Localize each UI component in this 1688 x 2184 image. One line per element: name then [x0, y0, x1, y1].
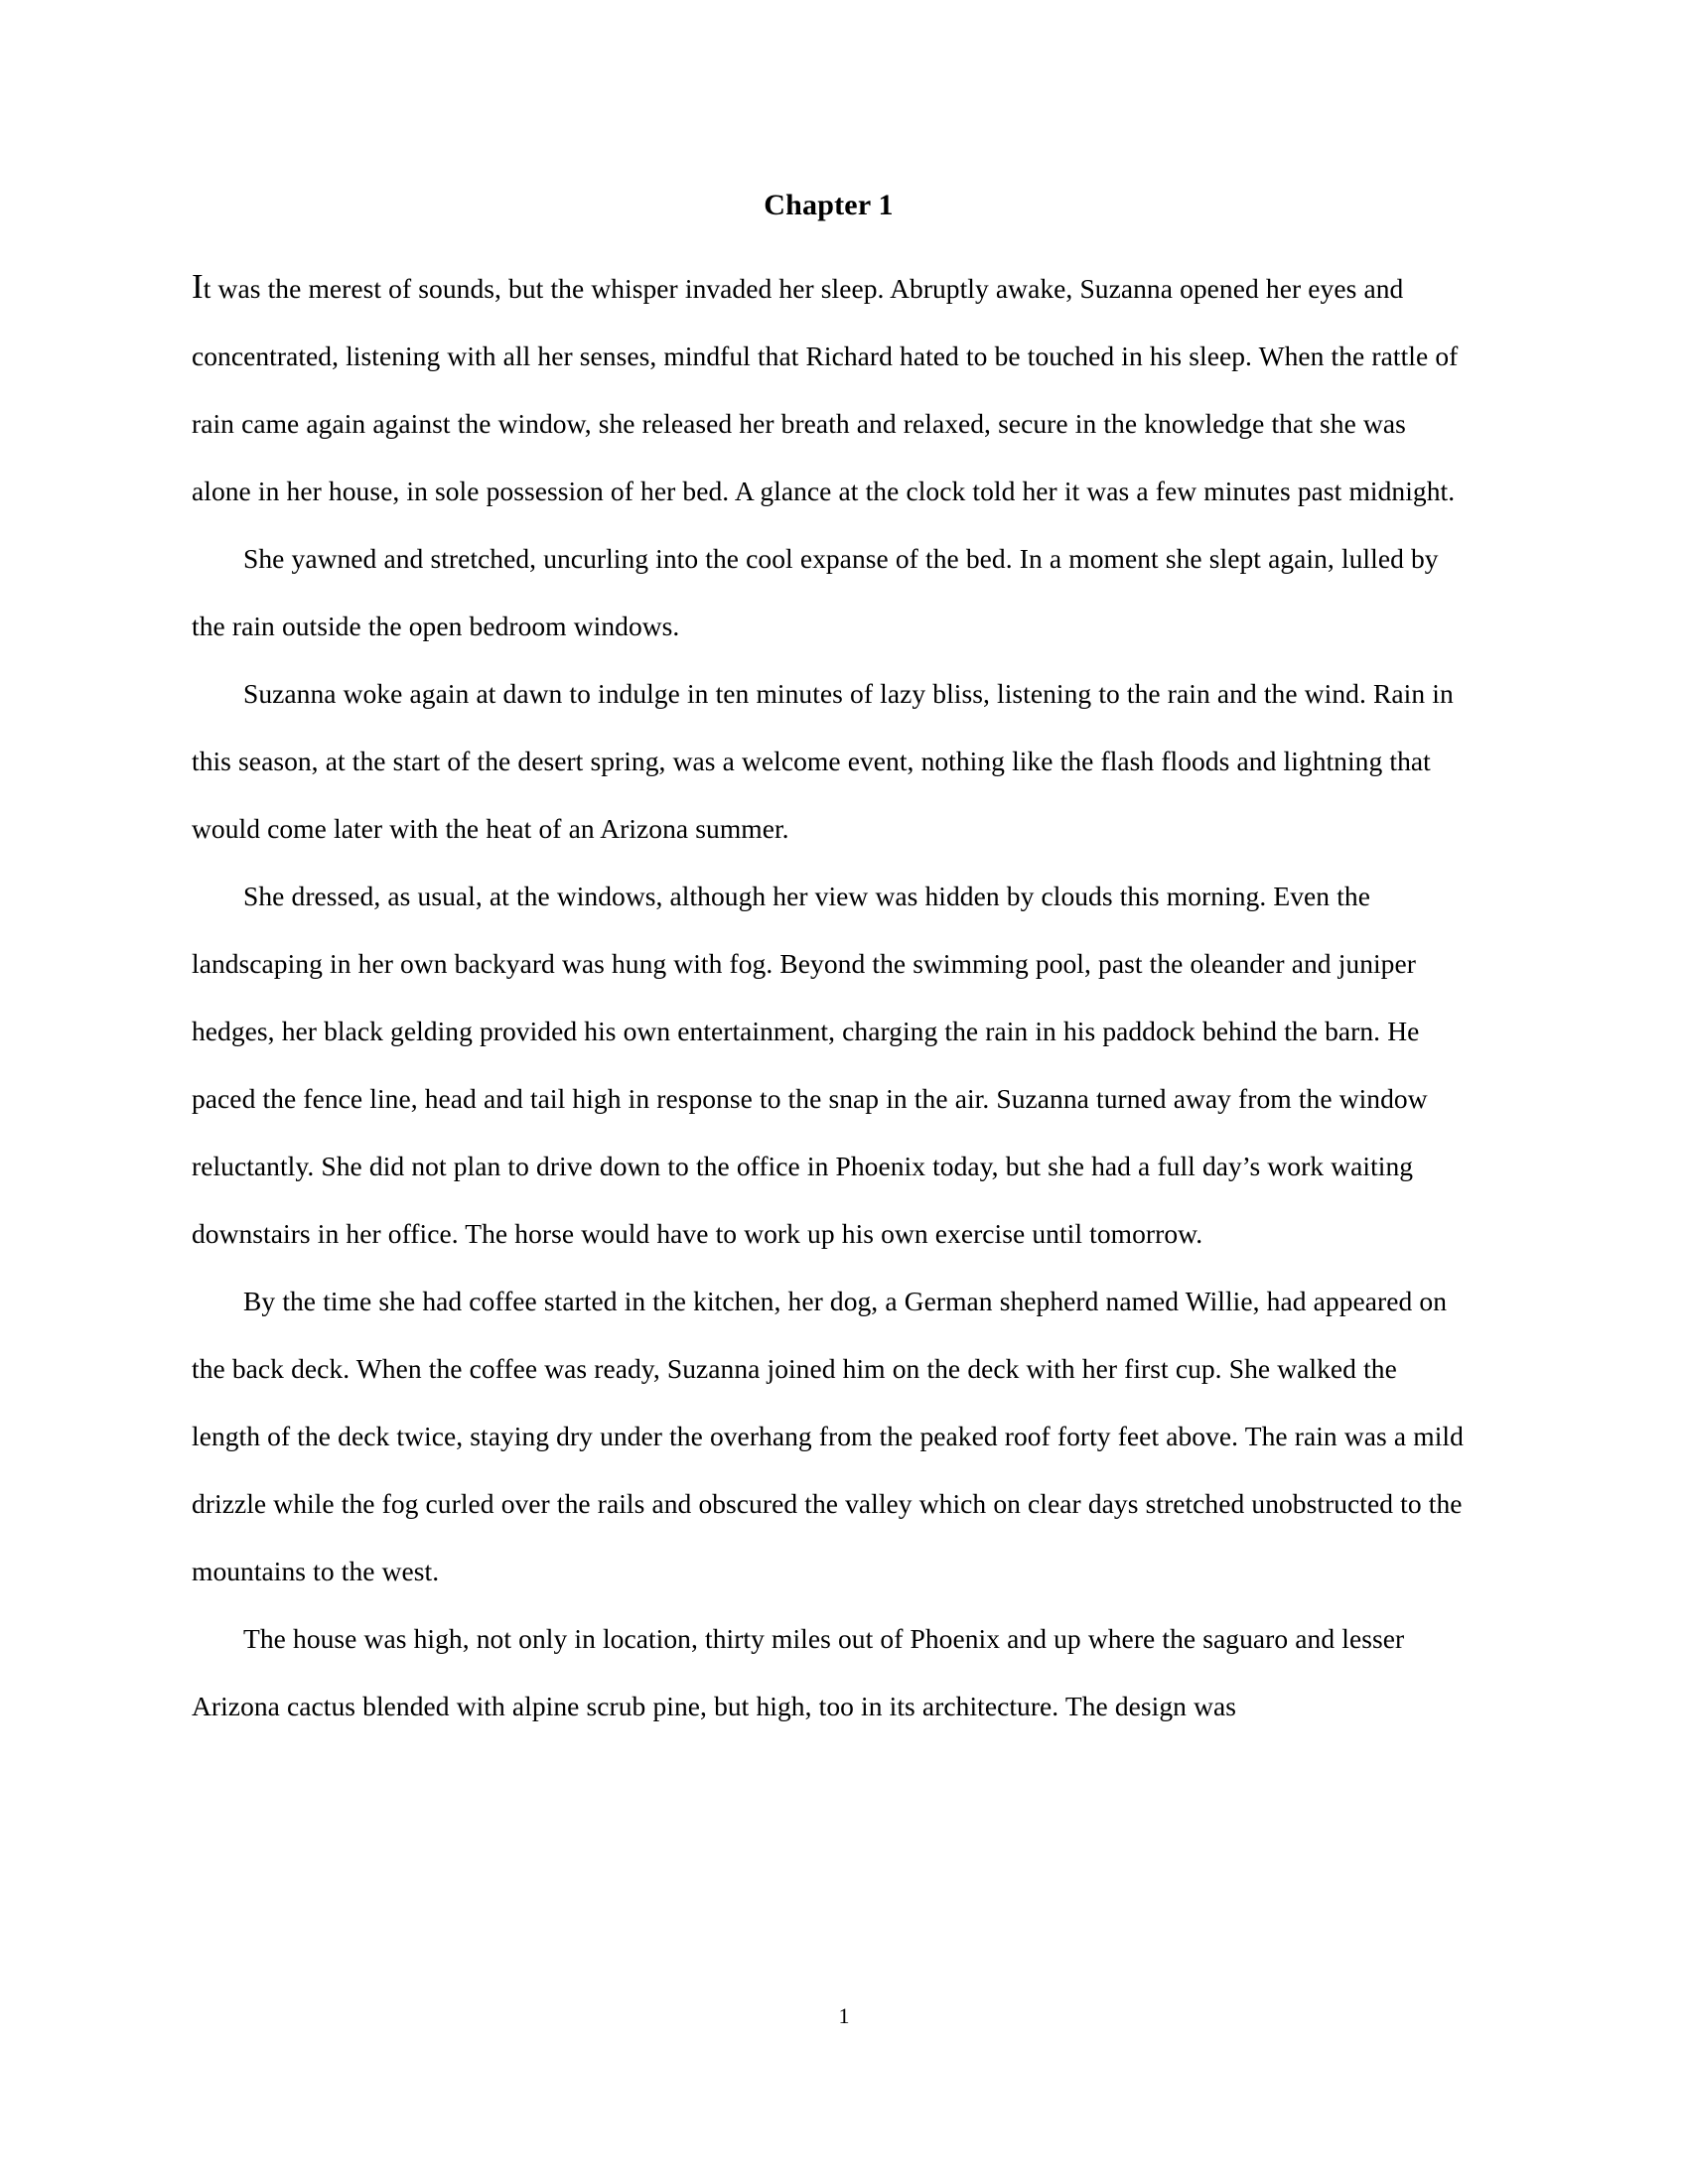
chapter-heading: Chapter 1: [764, 189, 894, 221]
drop-cap-letter: I: [192, 267, 204, 306]
paragraph-text: She dressed, as usual, at the windows, although her view was hidden by clouds this morning. Even the landscaping in her own backyard was hung with fog. Beyond the swimming pool, past the oleander and juniper hedges, her black gelding provided his own entertainment, charging the rain in his paddock behind the barn. He paced the fence line, head and tail high in response to the snap in the air. Suzanna turned away from the window reluctantly. She did not plan to drive down to the office in Phoenix today, but she had a full day’s work waiting downstairs in her office. The horse would have to work up his own exercise until tomorrow.: [192, 881, 1428, 1249]
body-text: [192, 255, 1466, 1740]
page-number: 1: [838, 2003, 850, 2028]
paragraph-text: t was the merest of sounds, but the whisper invaded her sleep. Abruptly awake, Suzanna opened her eyes and concentrated, listening with all her senses, mindful that Richard hated to be touched in his sleep. When the rattle of rain came again against the window, she released her breath and relaxed, secure in the knowledge that she was alone in her house, in sole possession of her bed. A glance at the clock told her it was a few minutes past midnight.: [192, 273, 1459, 506]
paragraph-2: [192, 525, 1466, 660]
paragraph-text: The house was high, not only in location, thirty miles out of Phoenix and up where the saguaro and lesser Arizona cactus blended with alpine scrub pine, but high, too in its architecture. The design was: [192, 1623, 1405, 1721]
paragraph-text: She yawned and stretched, uncurling into the cool expanse of the bed. In a moment she slept again, lulled by the rain outside the open bedroom windows.: [192, 543, 1439, 641]
paragraph-3: [192, 660, 1466, 863]
paragraph-text: By the time she had coffee started in the kitchen, her dog, a German shepherd named Willie, had appeared on the back deck. When the coffee was ready, Suzanna joined him on the deck with her first cup. She walked the length of the deck twice, staying dry under the overhang from the peaked roof forty feet above. The rain was a mild drizzle while the fog curled over the rails and obscured the valley which on clear days stretched unobstructed to the mountains to the west.: [192, 1286, 1464, 1586]
paragraph-5: [192, 1268, 1466, 1605]
paragraph-text: Suzanna woke again at dawn to indulge in ten minutes of lazy bliss, listening to the rain and the wind. Rain in this season, at the start of the desert spring, was a welcome event, nothing like the flash floods and lightning that would come later with the heat of an Arizona summer.: [192, 678, 1454, 844]
paragraph-1: [192, 255, 1466, 525]
paragraph-6: [192, 1605, 1466, 1740]
page-content: [192, 189, 1466, 1740]
paragraph-4: [192, 863, 1466, 1268]
